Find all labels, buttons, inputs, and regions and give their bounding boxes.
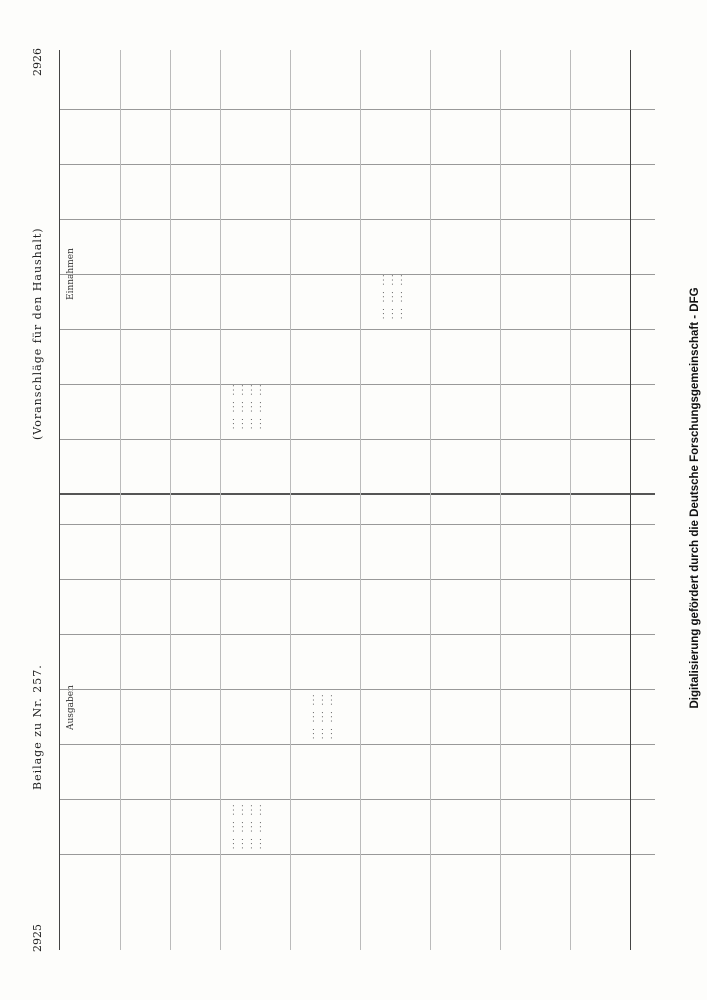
row-rule bbox=[220, 50, 221, 950]
row-rule bbox=[630, 50, 631, 950]
row-rule bbox=[570, 50, 571, 950]
row-rule bbox=[500, 50, 501, 950]
column-rule bbox=[60, 329, 655, 330]
column-rule bbox=[60, 524, 655, 525]
column-rule bbox=[60, 579, 655, 580]
page-number-left: 2925 bbox=[31, 924, 44, 952]
column-rule bbox=[60, 384, 655, 385]
caption-ausgaben: Ausgaben bbox=[66, 685, 76, 730]
header-title-right: (Voranschläge für den Haushalt) bbox=[31, 227, 44, 440]
header-title-left: Beilage zu Nr. 257. bbox=[31, 664, 44, 790]
row-rule bbox=[170, 50, 171, 950]
column-rule bbox=[60, 109, 655, 110]
row-rule bbox=[290, 50, 291, 950]
column-rule bbox=[60, 744, 655, 745]
caption-einnahmen: Einnahmen bbox=[66, 248, 76, 300]
rotated-table-sheet bbox=[25, 40, 665, 960]
row-rule bbox=[120, 50, 121, 950]
page-divider bbox=[60, 493, 655, 495]
column-rule bbox=[60, 439, 655, 440]
page-header bbox=[31, 40, 51, 960]
dfg-credit-text: Digitalisierung gefördert durch die Deutsche Forschungsgemeinschaft - DFG bbox=[689, 287, 701, 709]
column-rule bbox=[60, 799, 655, 800]
column-rule bbox=[60, 634, 655, 635]
column-rule bbox=[60, 164, 655, 165]
illegible-figures: ··· ··· ··· ··· ··· ··· ··· ··· ··· bbox=[380, 273, 406, 320]
illegible-figures: ··· ··· ··· ··· ··· ··· ··· ··· ··· ··· ··· ··· bbox=[230, 803, 265, 850]
column-rule bbox=[60, 689, 655, 690]
row-rule bbox=[360, 50, 361, 950]
ledger-table bbox=[59, 50, 655, 950]
illegible-figures: ··· ··· ··· ··· ··· ··· ··· ··· ··· bbox=[310, 693, 336, 740]
page-number-right: 2926 bbox=[31, 48, 44, 76]
column-rule bbox=[60, 274, 655, 275]
column-rule bbox=[60, 219, 655, 220]
dfg-credit-bar bbox=[687, 8, 703, 988]
illegible-figures: ··· ··· ··· ··· ··· ··· ··· ··· ··· ··· ··· ··· bbox=[230, 383, 265, 430]
row-rule bbox=[430, 50, 431, 950]
column-rule bbox=[60, 854, 655, 855]
